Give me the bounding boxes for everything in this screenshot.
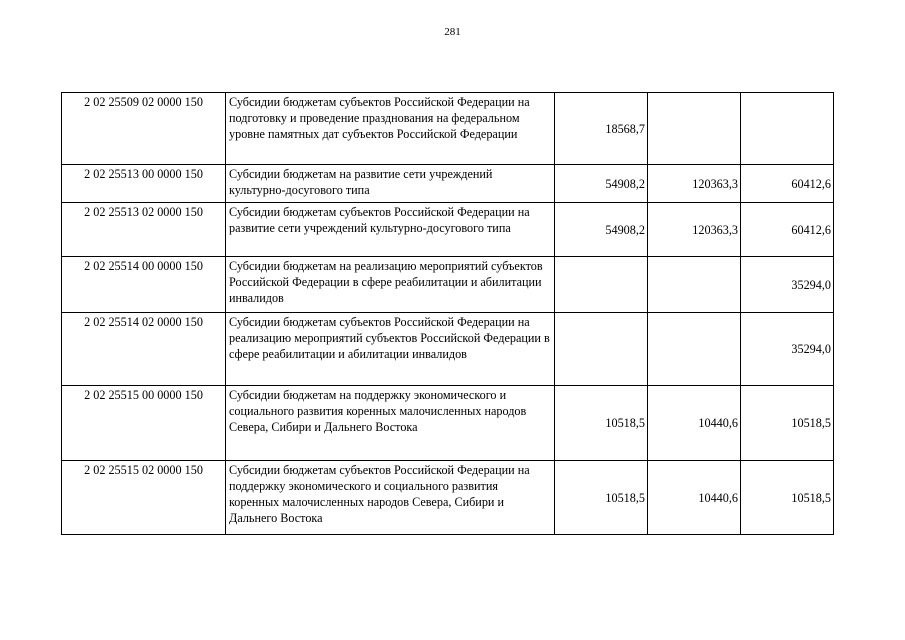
table-row: [62, 203, 834, 257]
row-description: Субсидии бюджетам субъектов Российской Федерации на поддержку экономического и социального развития коренных малочисленных народов Севера, Сибири и Дальнего Востока: [226, 461, 555, 535]
table-row: [62, 313, 834, 386]
row-description: Субсидии бюджетам субъектов Российской Федерации на подготовку и проведение празднования на федеральном уровне памятных дат субъектов Российской Федерации: [226, 93, 555, 165]
table-row: [62, 165, 834, 203]
table-row: [62, 93, 834, 165]
table-row: [62, 461, 834, 535]
value-col-1: [555, 257, 648, 313]
budget-table: [61, 92, 834, 535]
value-col-1: 18568,7: [555, 93, 648, 165]
value-col-1: 10518,5: [555, 386, 648, 461]
value-col-3: 60412,6: [741, 203, 834, 257]
value-col-1: 54908,2: [555, 203, 648, 257]
budget-code: 2 02 25515 00 0000 150: [62, 386, 226, 461]
row-description: Субсидии бюджетам на поддержку экономического и социального развития коренных малочисленных народов Севера, Сибири и Дальнего Востока: [226, 386, 555, 461]
value-col-1: [555, 313, 648, 386]
value-col-3: 60412,6: [741, 165, 834, 203]
value-col-3: 10518,5: [741, 461, 834, 535]
budget-code: 2 02 25509 02 0000 150: [62, 93, 226, 165]
value-col-2: [648, 93, 741, 165]
value-col-3: 35294,0: [741, 313, 834, 386]
value-col-2: 120363,3: [648, 203, 741, 257]
value-col-3: 10518,5: [741, 386, 834, 461]
budget-code: 2 02 25514 02 0000 150: [62, 313, 226, 386]
value-col-3: [741, 93, 834, 165]
row-description: Субсидии бюджетам на реализацию мероприятий субъектов Российской Федерации в сфере реабилитации и абилитации инвалидов: [226, 257, 555, 313]
value-col-2: 10440,6: [648, 461, 741, 535]
budget-code: 2 02 25513 00 0000 150: [62, 165, 226, 203]
budget-code: 2 02 25513 02 0000 150: [62, 203, 226, 257]
row-description: Субсидии бюджетам субъектов Российской Федерации на развитие сети учреждений культурно-досугового типа: [226, 203, 555, 257]
value-col-2: 120363,3: [648, 165, 741, 203]
value-col-1: 10518,5: [555, 461, 648, 535]
value-col-1: 54908,2: [555, 165, 648, 203]
table-row: [62, 386, 834, 461]
row-description: Субсидии бюджетам на развитие сети учреждений культурно-досугового типа: [226, 165, 555, 203]
row-description: Субсидии бюджетам субъектов Российской Федерации на реализацию мероприятий субъектов Российской Федерации в сфере реабилитации и абилитации инвалидов: [226, 313, 555, 386]
value-col-2: [648, 257, 741, 313]
table-row: [62, 257, 834, 313]
value-col-2: [648, 313, 741, 386]
value-col-2: 10440,6: [648, 386, 741, 461]
budget-code: 2 02 25515 02 0000 150: [62, 461, 226, 535]
value-col-3: 35294,0: [741, 257, 834, 313]
page-number: 281: [444, 26, 461, 38]
budget-code: 2 02 25514 00 0000 150: [62, 257, 226, 313]
